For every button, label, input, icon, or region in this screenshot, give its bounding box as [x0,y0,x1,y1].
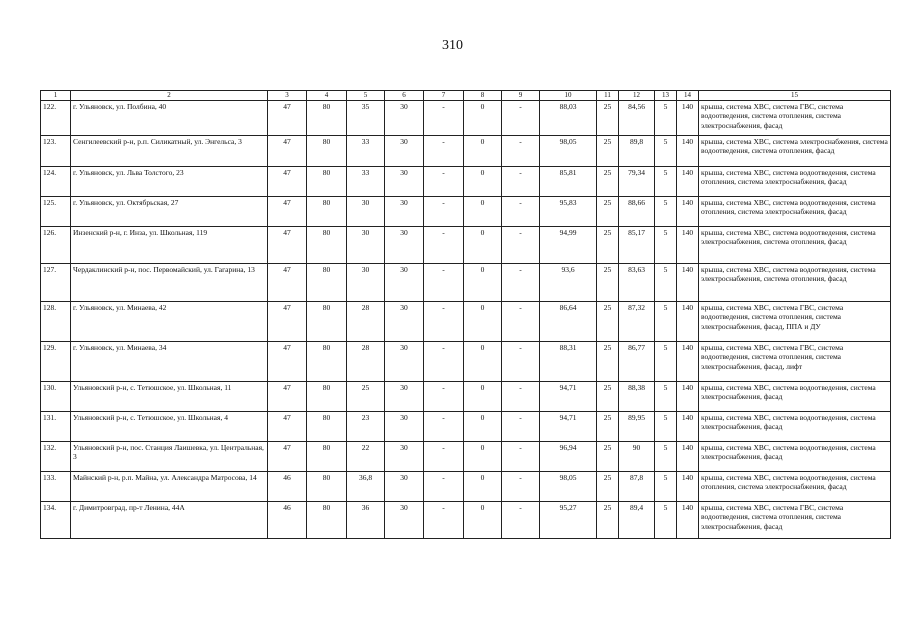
row-number: 130. [41,382,71,412]
value-cell: 89,4 [619,502,655,539]
value-cell: 0 [464,502,502,539]
works-cell: крыша, система ХВС, система ГВС, система водоотведения, система отопления, система электроснабжения, фасад, лифт [699,342,891,382]
value-cell: - [502,197,540,227]
value-cell: - [502,264,540,302]
works-cell: крыша, система ХВС, система электроснабжения, система водоотведения, система отопления, фасад [699,136,891,167]
value-cell: 5 [655,472,677,502]
value-cell: 96,94 [540,442,597,472]
value-cell: 30 [385,227,424,264]
value-cell: 140 [677,412,699,442]
value-cell: - [424,167,464,197]
value-cell: 25 [597,101,619,136]
column-number: 2 [71,91,268,101]
row-number: 128. [41,302,71,342]
column-number: 11 [597,91,619,101]
value-cell: 30 [385,502,424,539]
value-cell: - [502,342,540,382]
value-cell: - [424,342,464,382]
table-row [41,472,891,502]
value-cell: 5 [655,302,677,342]
value-cell: 47 [268,412,307,442]
column-number: 1 [41,91,71,101]
column-number: 9 [502,91,540,101]
value-cell: 30 [385,302,424,342]
value-cell: 30 [385,136,424,167]
column-number: 3 [268,91,307,101]
works-cell: крыша, система ХВС, система ГВС, система водоотведения, система отопления, система электроснабжения, фасад, ППА и ДУ [699,302,891,342]
value-cell: 140 [677,442,699,472]
value-cell: 93,6 [540,264,597,302]
column-number: 12 [619,91,655,101]
value-cell: 47 [268,167,307,197]
column-number-row [41,91,891,101]
value-cell: - [502,502,540,539]
value-cell: - [424,136,464,167]
column-number: 13 [655,91,677,101]
works-cell: крыша, система ХВС, система водоотведения, система электроснабжения, фасад [699,382,891,412]
value-cell: 80 [307,342,347,382]
value-cell: 25 [597,382,619,412]
value-cell: 140 [677,302,699,342]
value-cell: 140 [677,227,699,264]
value-cell: 30 [347,264,385,302]
works-cell: крыша, система ХВС, система водоотведения, система электроснабжения, система отопления, фасад [699,264,891,302]
value-cell: 25 [597,136,619,167]
value-cell: - [502,412,540,442]
value-cell: 95,27 [540,502,597,539]
row-number: 122. [41,101,71,136]
value-cell: 36,8 [347,472,385,502]
value-cell: 0 [464,264,502,302]
value-cell: 80 [307,197,347,227]
value-cell: 25 [597,442,619,472]
value-cell: 30 [385,472,424,502]
row-number: 133. [41,472,71,502]
value-cell: 94,71 [540,412,597,442]
value-cell: 30 [385,442,424,472]
value-cell: 5 [655,264,677,302]
works-cell: крыша, система ХВС, система водоотведения, система отопления, система электроснабжения, фасад [699,197,891,227]
column-number: 6 [385,91,424,101]
value-cell: 30 [385,264,424,302]
value-cell: 35 [347,101,385,136]
address-cell: Ульяновский р-н, с. Тетюшское, ул. Школьная, 11 [71,382,268,412]
value-cell: 0 [464,227,502,264]
value-cell: 89,8 [619,136,655,167]
column-number: 5 [347,91,385,101]
value-cell: 22 [347,442,385,472]
value-cell: 86,64 [540,302,597,342]
table-row [41,136,891,167]
value-cell: 30 [385,197,424,227]
value-cell: 140 [677,167,699,197]
row-number: 131. [41,412,71,442]
value-cell: 5 [655,197,677,227]
value-cell: 47 [268,382,307,412]
value-cell: 47 [268,227,307,264]
value-cell: 30 [385,342,424,382]
value-cell: - [502,136,540,167]
value-cell: - [424,502,464,539]
value-cell: 25 [347,382,385,412]
value-cell: 87,32 [619,302,655,342]
value-cell: 25 [597,342,619,382]
value-cell: 25 [597,264,619,302]
value-cell: 0 [464,101,502,136]
value-cell: 36 [347,502,385,539]
value-cell: - [424,442,464,472]
value-cell: - [502,472,540,502]
value-cell: 79,34 [619,167,655,197]
value-cell: 47 [268,302,307,342]
works-cell: крыша, система ХВС, система водоотведения, система отопления, система электроснабжения, фасад [699,472,891,502]
row-number: 126. [41,227,71,264]
value-cell: 47 [268,197,307,227]
value-cell: 83,63 [619,264,655,302]
works-cell: крыша, система ХВС, система водоотведения, система электроснабжения, фасад [699,442,891,472]
value-cell: 25 [597,227,619,264]
row-number: 123. [41,136,71,167]
value-cell: 5 [655,442,677,472]
value-cell: 5 [655,136,677,167]
value-cell: - [424,412,464,442]
value-cell: 140 [677,101,699,136]
value-cell: 140 [677,197,699,227]
value-cell: 86,77 [619,342,655,382]
value-cell: 0 [464,197,502,227]
value-cell: 28 [347,342,385,382]
address-cell: г. Димитровград, пр-т Ленина, 44А [71,502,268,539]
value-cell: 0 [464,136,502,167]
works-cell: крыша, система ХВС, система водоотведения, система электроснабжения, система отопления, фасад [699,227,891,264]
table-row [41,197,891,227]
value-cell: 87,8 [619,472,655,502]
column-number: 10 [540,91,597,101]
value-cell: 80 [307,136,347,167]
table-row [41,442,891,472]
value-cell: - [424,227,464,264]
value-cell: - [502,101,540,136]
value-cell: - [424,472,464,502]
value-cell: 28 [347,302,385,342]
value-cell: 0 [464,342,502,382]
value-cell: 140 [677,382,699,412]
value-cell: 30 [385,382,424,412]
value-cell: 90 [619,442,655,472]
value-cell: 25 [597,472,619,502]
value-cell: 140 [677,502,699,539]
table-row [41,167,891,197]
value-cell: 30 [385,101,424,136]
address-cell: г. Ульяновск, ул. Полбина, 40 [71,101,268,136]
address-cell: Инзенский р-н, г. Инза, ул. Школьная, 119 [71,227,268,264]
value-cell: 47 [268,264,307,302]
value-cell: - [424,101,464,136]
value-cell: 80 [307,101,347,136]
table-row [41,382,891,412]
value-cell: 5 [655,382,677,412]
address-cell: г. Ульяновск, ул. Минаева, 42 [71,302,268,342]
value-cell: 0 [464,412,502,442]
value-cell: 88,31 [540,342,597,382]
value-cell: - [502,167,540,197]
address-cell: Ульяновский р-н, пос. Станция Лаишевка, ул. Центральная, 3 [71,442,268,472]
value-cell: 85,17 [619,227,655,264]
address-cell: Чердаклинский р-н, пос. Первомайский, ул. Гагарина, 13 [71,264,268,302]
value-cell: 140 [677,342,699,382]
value-cell: 47 [268,101,307,136]
row-number: 125. [41,197,71,227]
value-cell: 95,83 [540,197,597,227]
value-cell: 30 [347,227,385,264]
value-cell: 0 [464,472,502,502]
value-cell: 5 [655,227,677,264]
value-cell: 47 [268,342,307,382]
address-cell: Ульяновский р-н, с. Тетюшское, ул. Школьная, 4 [71,412,268,442]
value-cell: 5 [655,412,677,442]
value-cell: 98,05 [540,472,597,502]
column-number: 4 [307,91,347,101]
column-number: 8 [464,91,502,101]
table-row [41,412,891,442]
value-cell: 5 [655,502,677,539]
column-number: 14 [677,91,699,101]
value-cell: 98,05 [540,136,597,167]
value-cell: 80 [307,442,347,472]
value-cell: 33 [347,167,385,197]
value-cell: 88,66 [619,197,655,227]
value-cell: 80 [307,502,347,539]
value-cell: 47 [268,442,307,472]
value-cell: 47 [268,136,307,167]
value-cell: 89,95 [619,412,655,442]
repair-table [40,90,891,539]
works-cell: крыша, система ХВС, система водоотведения, система отопления, система электроснабжения, фасад [699,167,891,197]
value-cell: - [502,442,540,472]
value-cell: 46 [268,472,307,502]
value-cell: 80 [307,227,347,264]
table-row [41,502,891,539]
address-cell: г. Ульяновск, ул. Льва Толстого, 23 [71,167,268,197]
column-number: 15 [699,91,891,101]
value-cell: 30 [347,197,385,227]
value-cell: 33 [347,136,385,167]
value-cell: 84,56 [619,101,655,136]
value-cell: 80 [307,264,347,302]
value-cell: 80 [307,302,347,342]
value-cell: 25 [597,167,619,197]
row-number: 129. [41,342,71,382]
value-cell: 46 [268,502,307,539]
value-cell: 30 [385,412,424,442]
value-cell: 85,81 [540,167,597,197]
address-cell: Майнский р-н, р.п. Майна, ул. Александра Матросова, 14 [71,472,268,502]
table-row [41,227,891,264]
works-cell: крыша, система ХВС, система водоотведения, система электроснабжения, фасад [699,412,891,442]
value-cell: 5 [655,167,677,197]
value-cell: 140 [677,264,699,302]
value-cell: 5 [655,342,677,382]
value-cell: - [424,264,464,302]
value-cell: - [502,382,540,412]
address-cell: г. Ульяновск, ул. Минаева, 34 [71,342,268,382]
value-cell: 0 [464,302,502,342]
value-cell: 80 [307,167,347,197]
table-row [41,342,891,382]
column-number: 7 [424,91,464,101]
works-cell: крыша, система ХВС, система ГВС, система водоотведения, система отопления, система электроснабжения, фасад [699,502,891,539]
value-cell: - [424,197,464,227]
value-cell: 140 [677,136,699,167]
value-cell: 80 [307,472,347,502]
address-cell: Сенгилеевский р-н, р.п. Силикатный, ул. Энгельса, 3 [71,136,268,167]
value-cell: 88,03 [540,101,597,136]
value-cell: 30 [385,167,424,197]
value-cell: 88,38 [619,382,655,412]
table-row [41,101,891,136]
page-number: 310 [442,38,463,53]
value-cell: 0 [464,167,502,197]
value-cell: 23 [347,412,385,442]
value-cell: 140 [677,472,699,502]
value-cell: - [502,227,540,264]
row-number: 124. [41,167,71,197]
value-cell: 0 [464,382,502,412]
works-cell: крыша, система ХВС, система ГВС, система водоотведения, система отопления, система электроснабжения, фасад [699,101,891,136]
address-cell: г. Ульяновск, ул. Октябрьская, 27 [71,197,268,227]
value-cell: 94,99 [540,227,597,264]
value-cell: 25 [597,302,619,342]
value-cell: - [502,302,540,342]
value-cell: - [424,382,464,412]
value-cell: 0 [464,442,502,472]
value-cell: 25 [597,502,619,539]
value-cell: 80 [307,382,347,412]
table-row [41,264,891,302]
table-row [41,302,891,342]
value-cell: 94,71 [540,382,597,412]
value-cell: - [424,302,464,342]
value-cell: 80 [307,412,347,442]
value-cell: 25 [597,197,619,227]
value-cell: 25 [597,412,619,442]
row-number: 132. [41,442,71,472]
row-number: 134. [41,502,71,539]
row-number: 127. [41,264,71,302]
value-cell: 5 [655,101,677,136]
